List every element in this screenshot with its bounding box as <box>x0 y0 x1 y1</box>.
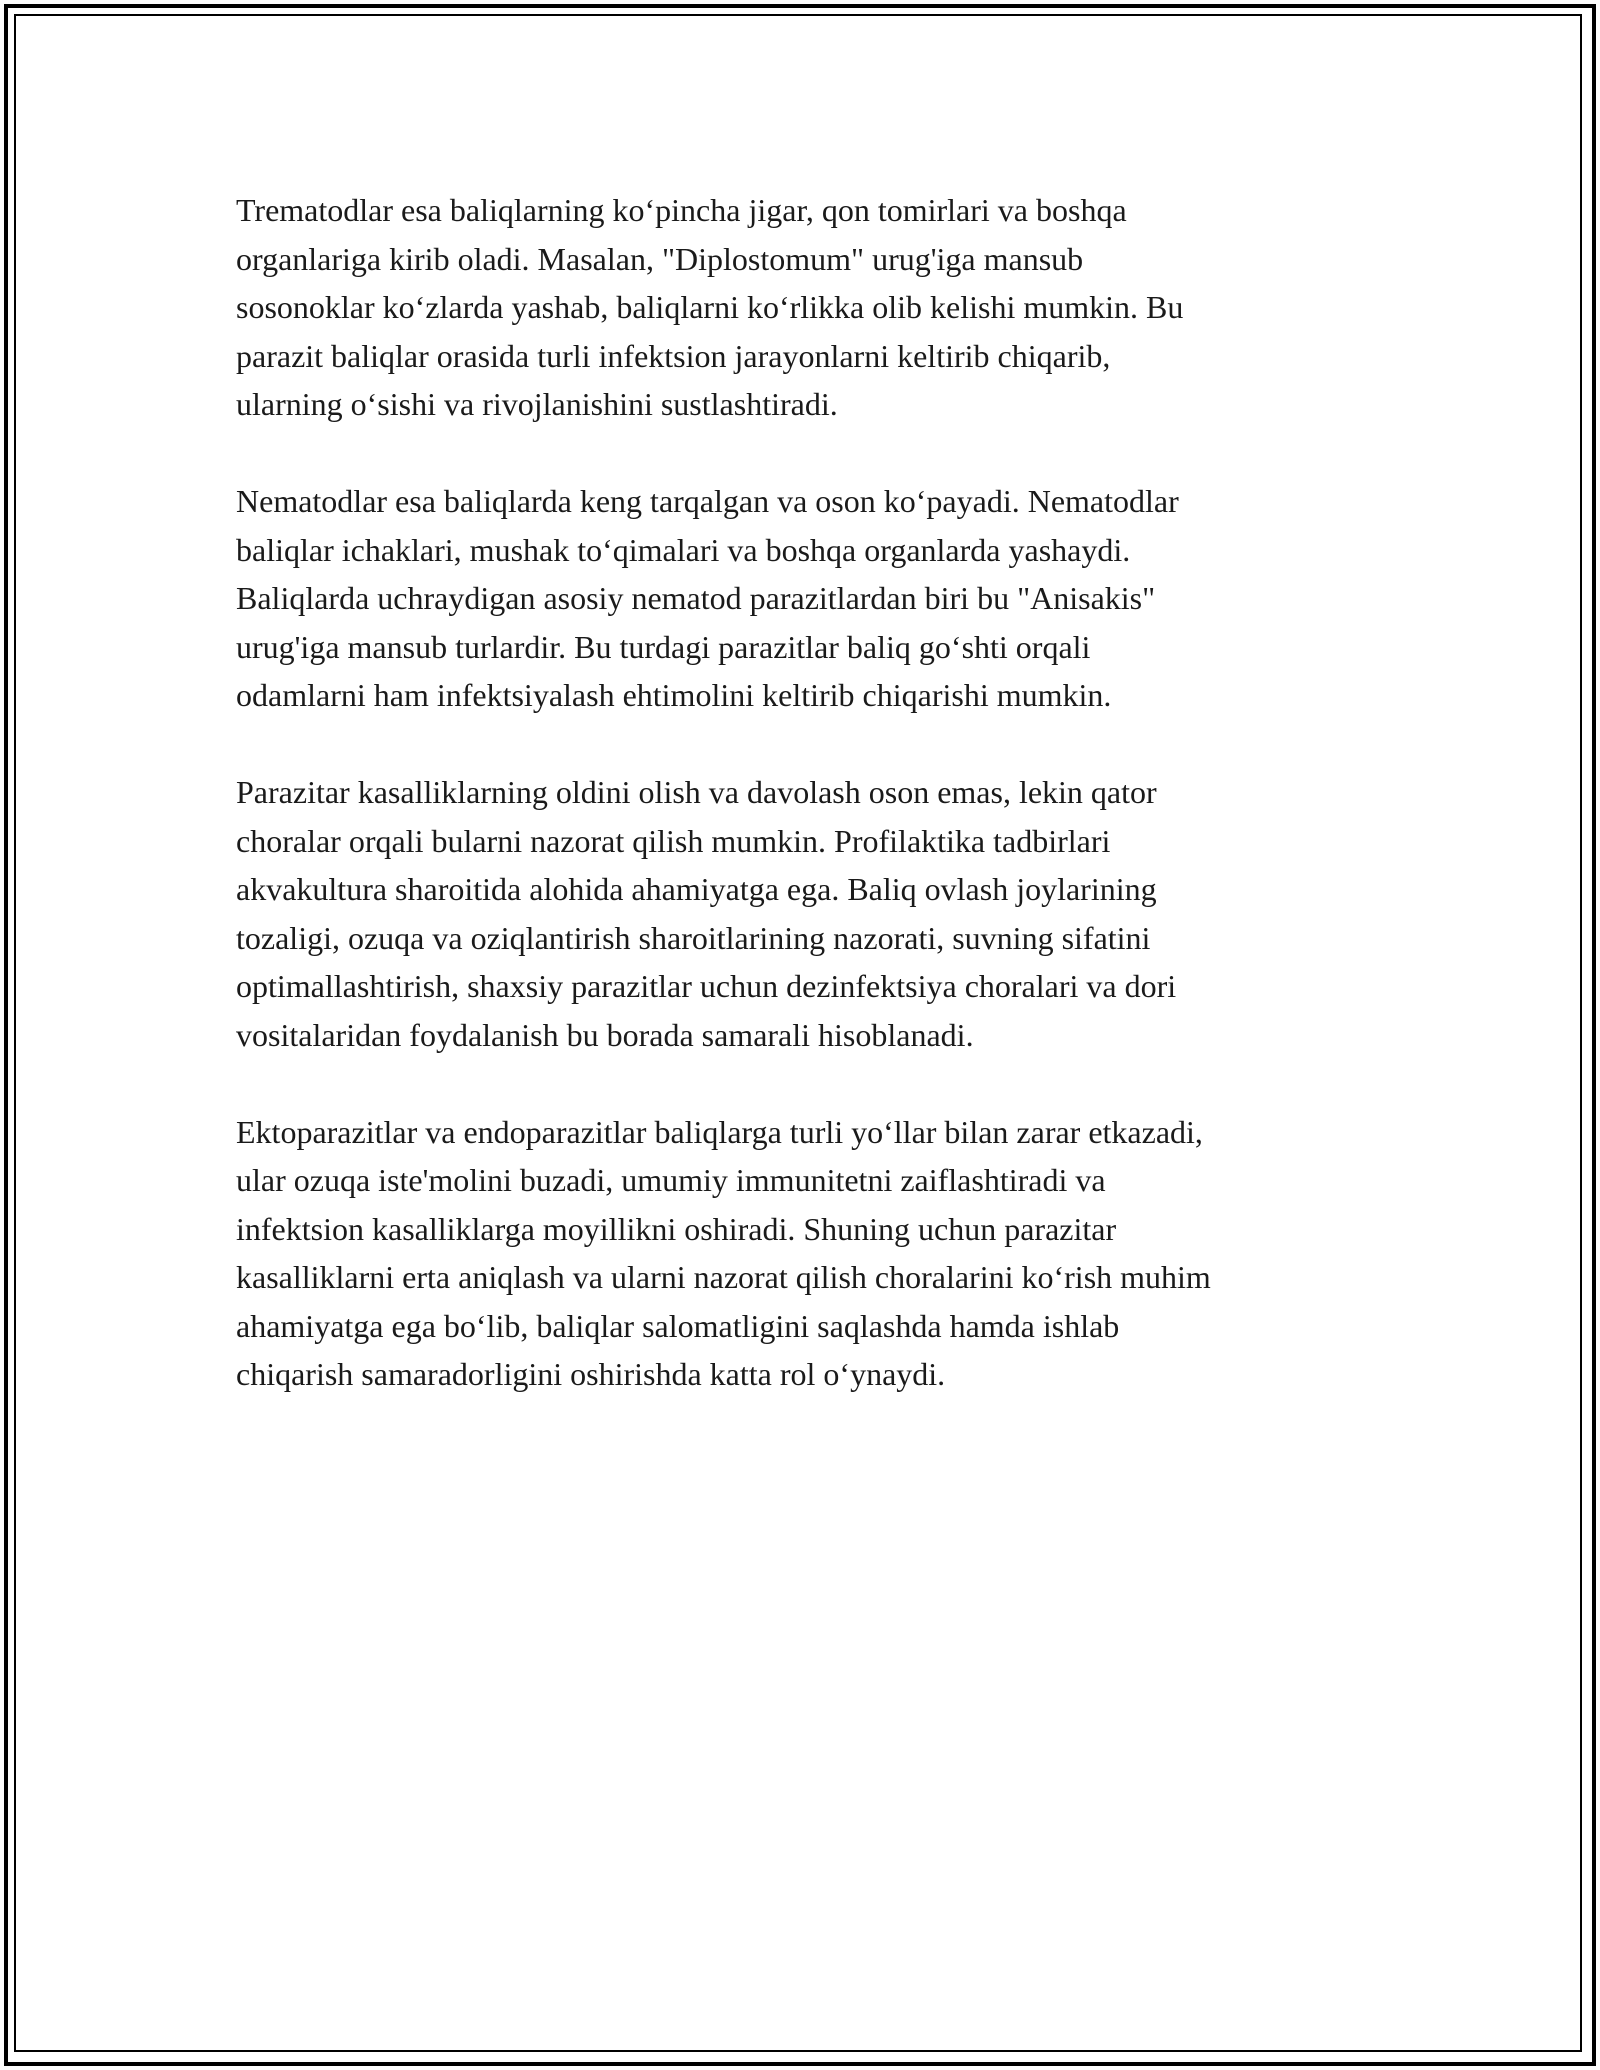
text-line: infektsion kasalliklarga moyillikni oshiradi. Shuning uchun parazitar <box>236 1210 1117 1247</box>
text-line: vositalaridan foydalanish bu borada samarali hisoblanadi. <box>236 1016 974 1053</box>
text-line: optimallashtirish, shaxsiy parazitlar uchun dezinfektsiya choralari va dori <box>236 968 1177 1004</box>
text-line: akvakultura sharoitida alohida ahamiyatga ega. Baliq ovlash joylarining <box>236 871 1157 907</box>
text-line: Nematodlar esa baliqlarda keng tarqalgan va oson ko‘payadi. Nematodlar <box>236 483 1179 519</box>
document-body <box>236 186 1366 1447</box>
text-line: ularning o‘sishi va rivojlanishini sustlashtiradi. <box>236 386 838 422</box>
paragraph-trematodes <box>236 186 1366 429</box>
text-line: Trematodlar esa baliqlarning ko‘pincha jigar, qon tomirlari va boshqa <box>236 192 1127 228</box>
text-line: Parazitar kasalliklarning oldini olish va davolash oson emas, lekin qator <box>236 774 1157 810</box>
text-line: tozaligi, ozuqa va oziqlantirish sharoitlarining nazorati, suvning sifatini <box>236 919 1151 956</box>
text-line: ular ozuqa iste'molini buzadi, umumiy immunitetni zaiflashtiradi va <box>236 1162 1106 1198</box>
text-line: sosonoklar ko‘zlarda yashab, baliqlarni ko‘rlikka olib kelishi mumkin. Bu <box>236 289 1184 325</box>
paragraph-nematodes <box>236 477 1366 720</box>
text-line: organlariga kirib oladi. Masalan, "Diplostomum" urug'iga mansub <box>236 240 1084 277</box>
text-line: kasalliklarni erta aniqlash va ularni nazorat qilish choralarini ko‘rish muhim <box>236 1259 1211 1295</box>
text-line: choralar orqali bularni nazorat qilish mumkin. Profilaktika tadbirlari <box>236 822 1111 859</box>
text-line: odamlarni ham infektsiyalash ehtimolini keltirib chiqarishi mumkin. <box>236 677 1112 713</box>
text-line: baliqlar ichaklari, mushak to‘qimalari va boshqa organlarda yashaydi. <box>236 531 1131 568</box>
text-line: ahamiyatga ega bo‘lib, baliqlar salomatligini saqlashda hamda ishlab <box>236 1307 1120 1344</box>
text-line: urug'iga mansub turlardir. Bu turdagi parazitlar baliq go‘shti orqali <box>236 628 1091 665</box>
text-line: Ektoparazitlar va endoparazitlar baliqlarga turli yo‘llar bilan zarar etkazadi, <box>236 1113 1203 1150</box>
paragraph-ectoparasites <box>236 1108 1366 1399</box>
text-line: chiqarish samaradorligini oshirishda katta rol o‘ynaydi. <box>236 1356 946 1392</box>
text-line: parazit baliqlar orasida turli infektsion jarayonlarni keltirib chiqarib, <box>236 337 1111 374</box>
paragraph-prevention <box>236 768 1366 1059</box>
text-line: Baliqlarda uchraydigan asosiy nematod parazitlardan biri bu "Anisakis" <box>236 580 1156 616</box>
